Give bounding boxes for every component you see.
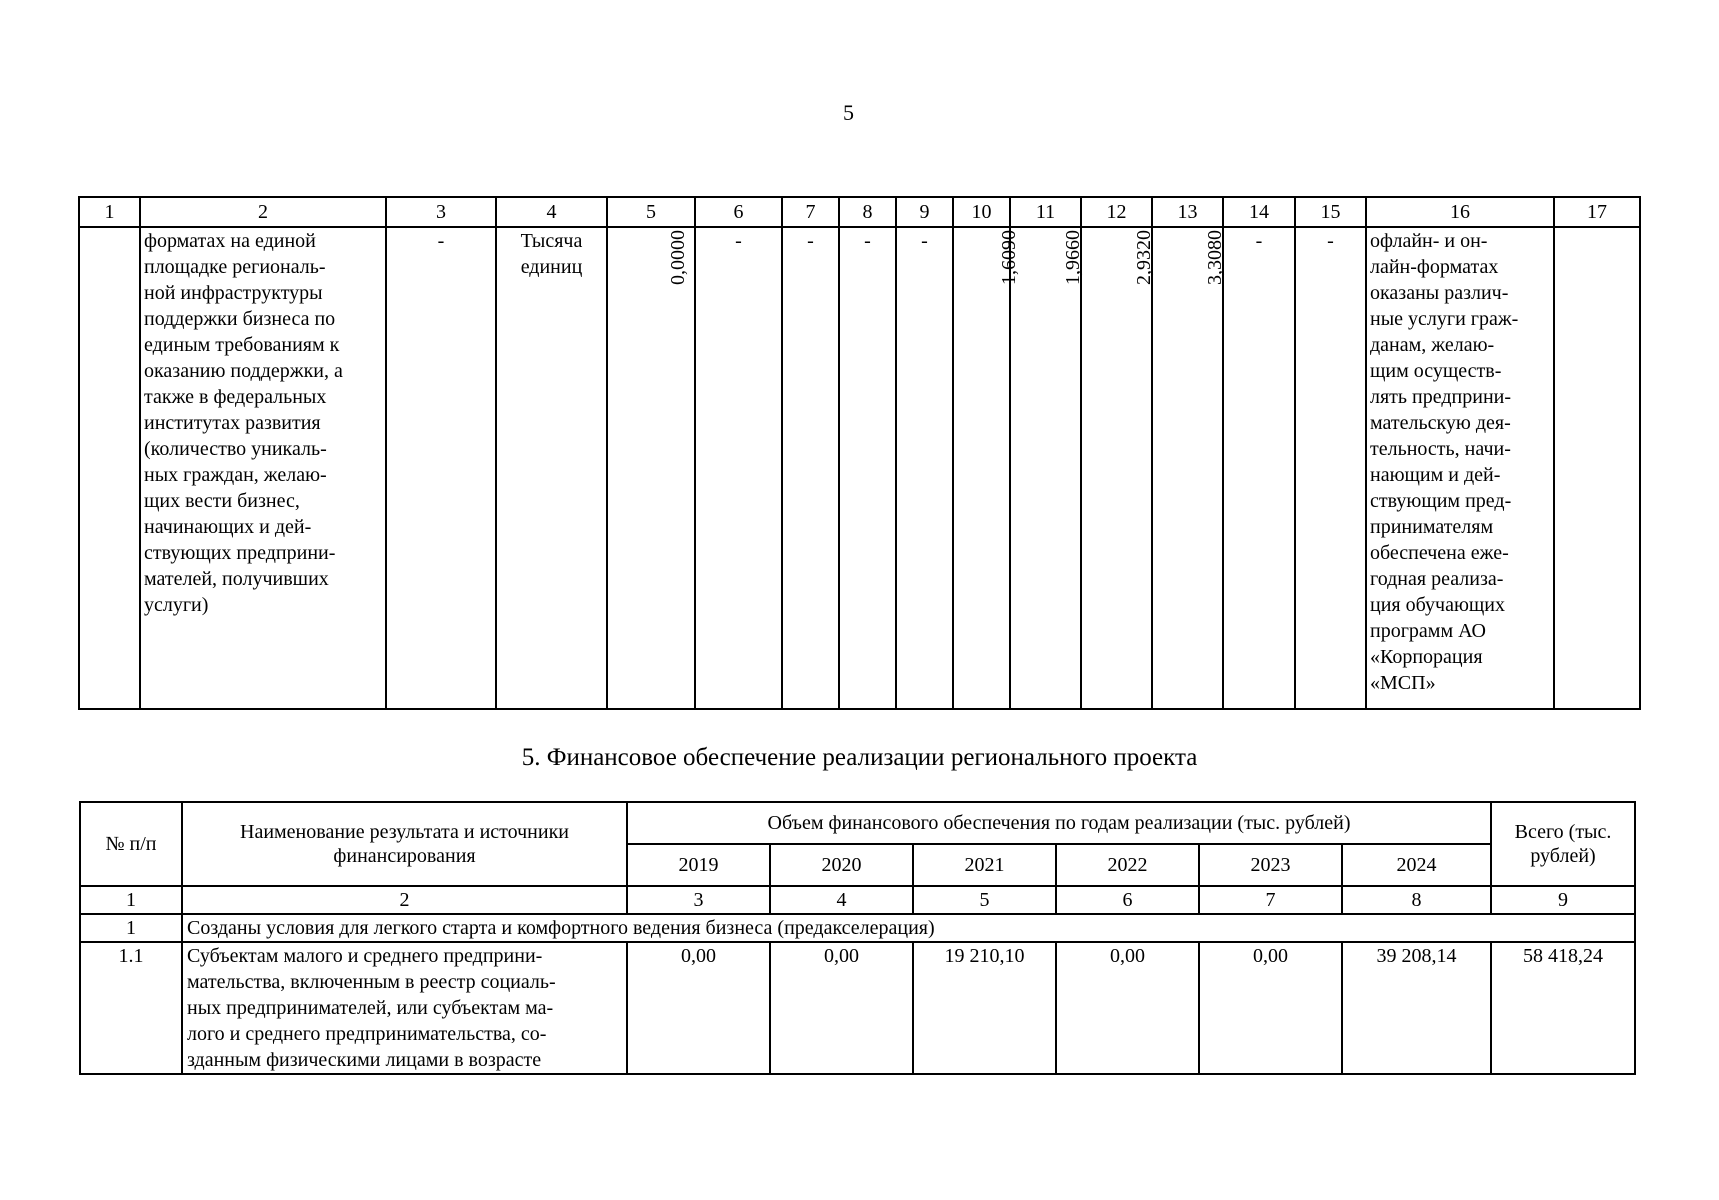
column-number: 12 xyxy=(1081,197,1152,227)
section-row xyxy=(80,914,1635,942)
header-cell: Всего (тыс. рублей) xyxy=(1491,802,1635,886)
column-number: 17 xyxy=(1554,197,1640,227)
table-row xyxy=(80,942,1635,1074)
value-cell: - xyxy=(839,227,896,709)
column-number: 4 xyxy=(770,886,913,914)
column-number: 7 xyxy=(1199,886,1342,914)
page-number: 5 xyxy=(843,100,854,125)
vertical-value: 3,3080 xyxy=(1203,230,1226,285)
value-cell: - xyxy=(1223,227,1295,709)
column-number: 1 xyxy=(79,197,140,227)
value-cell xyxy=(1081,227,1155,709)
value-cell: 0,00 xyxy=(627,942,770,1074)
value-cell: 39 208,14 xyxy=(1342,942,1491,1074)
header-cell: Наименование результата и источники финансирования xyxy=(182,802,627,886)
header-row xyxy=(80,802,1635,844)
column-number: 2 xyxy=(140,197,386,227)
column-number: 6 xyxy=(1056,886,1199,914)
result-description-cell: офлайн- и он- лайн-форматах оказаны различ- ные услуги граж- данам, желаю- щим осуществ- лять предприни- мательскую дея- тельность, начи- нающим и дей- ствующим пред- принимателям обеспечена еже- годная реализа- ция обучающих программ АО «Корпорация «МСП» xyxy=(1366,227,1554,709)
column-number: 14 xyxy=(1223,197,1295,227)
year-cell: 2022 xyxy=(1056,844,1199,886)
column-number-row xyxy=(80,886,1635,914)
vertical-value: 2,9320 xyxy=(1132,230,1155,285)
header-cell: № п/п xyxy=(80,802,182,886)
year-cell: 2020 xyxy=(770,844,913,886)
result-name-cell: Субъектам малого и среднего предприни- мательства, включенным в реестр социаль- ных предпринимателей, или субъектам ма- лого и среднего предпринимательства, со- зданным физическими лицами в возрасте xyxy=(182,942,627,1074)
vertical-value: 1,6090 xyxy=(997,230,1020,285)
column-number: 16 xyxy=(1366,197,1554,227)
table-row xyxy=(79,227,1640,709)
column-number: 7 xyxy=(782,197,839,227)
column-number: 9 xyxy=(896,197,953,227)
value-cell: 0,00 xyxy=(1056,942,1199,1074)
value-cell xyxy=(953,227,1020,709)
section-number: 1 xyxy=(80,914,182,942)
value-cell: 0,00 xyxy=(1199,942,1342,1074)
column-number: 6 xyxy=(695,197,782,227)
year-cell: 2023 xyxy=(1199,844,1342,886)
value-cell xyxy=(1010,227,1084,709)
column-number: 1 xyxy=(80,886,182,914)
column-number: 15 xyxy=(1295,197,1366,227)
column-number: 3 xyxy=(386,197,496,227)
row-number: 1.1 xyxy=(80,942,182,1074)
column-number: 10 xyxy=(953,197,1010,227)
section-title: 5. Финансовое обеспечение реализации регионального проекта xyxy=(521,744,1198,771)
value-cell: - xyxy=(896,227,953,709)
year-cell: 2021 xyxy=(913,844,1056,886)
column-number: 11 xyxy=(1010,197,1081,227)
value-cell: - xyxy=(782,227,839,709)
column-number: 4 xyxy=(496,197,607,227)
value-cell: 0,00 xyxy=(770,942,913,1074)
financing-table xyxy=(79,801,1636,1075)
indicators-table xyxy=(78,196,1641,710)
column-number: 5 xyxy=(607,197,695,227)
section-text: Созданы условия для легкого старта и комфортного ведения бизнеса (предакселерация) xyxy=(182,914,1635,942)
value-cell: 19 210,10 xyxy=(913,942,1056,1074)
column-number: 13 xyxy=(1152,197,1223,227)
vertical-value: 1,9660 xyxy=(1061,230,1084,285)
column-number: 3 xyxy=(627,886,770,914)
value-cell xyxy=(607,227,695,709)
unit-cell: Тысяча единиц xyxy=(496,227,607,709)
year-cell: 2019 xyxy=(627,844,770,886)
column-number-row xyxy=(79,197,1640,227)
value-cell: - xyxy=(386,227,496,709)
header-cell: Объем финансового обеспечения по годам реализации (тыс. рублей) xyxy=(627,802,1491,844)
empty-cell xyxy=(1554,227,1640,709)
year-cell: 2024 xyxy=(1342,844,1491,886)
column-number: 9 xyxy=(1491,886,1635,914)
value-cell: - xyxy=(695,227,782,709)
total-cell: 58 418,24 xyxy=(1491,942,1635,1074)
column-number: 8 xyxy=(839,197,896,227)
column-number: 5 xyxy=(913,886,1056,914)
indicator-name-cell: форматах на единой площадке региональ- ной инфраструктуры поддержки бизнеса по единым требованиям к оказанию поддержки, а также в федеральных институтах развития (количество уникаль- ных граждан, желаю- щих вести бизнес, начинающих и дей- ствующих предприни- мателей, получивших услуги) xyxy=(140,227,386,709)
column-number: 2 xyxy=(182,886,627,914)
row-number-cell xyxy=(79,227,140,709)
value-cell: - xyxy=(1295,227,1366,709)
vertical-value: 0,0000 xyxy=(667,230,689,285)
column-number: 8 xyxy=(1342,886,1491,914)
value-cell xyxy=(1152,227,1226,709)
